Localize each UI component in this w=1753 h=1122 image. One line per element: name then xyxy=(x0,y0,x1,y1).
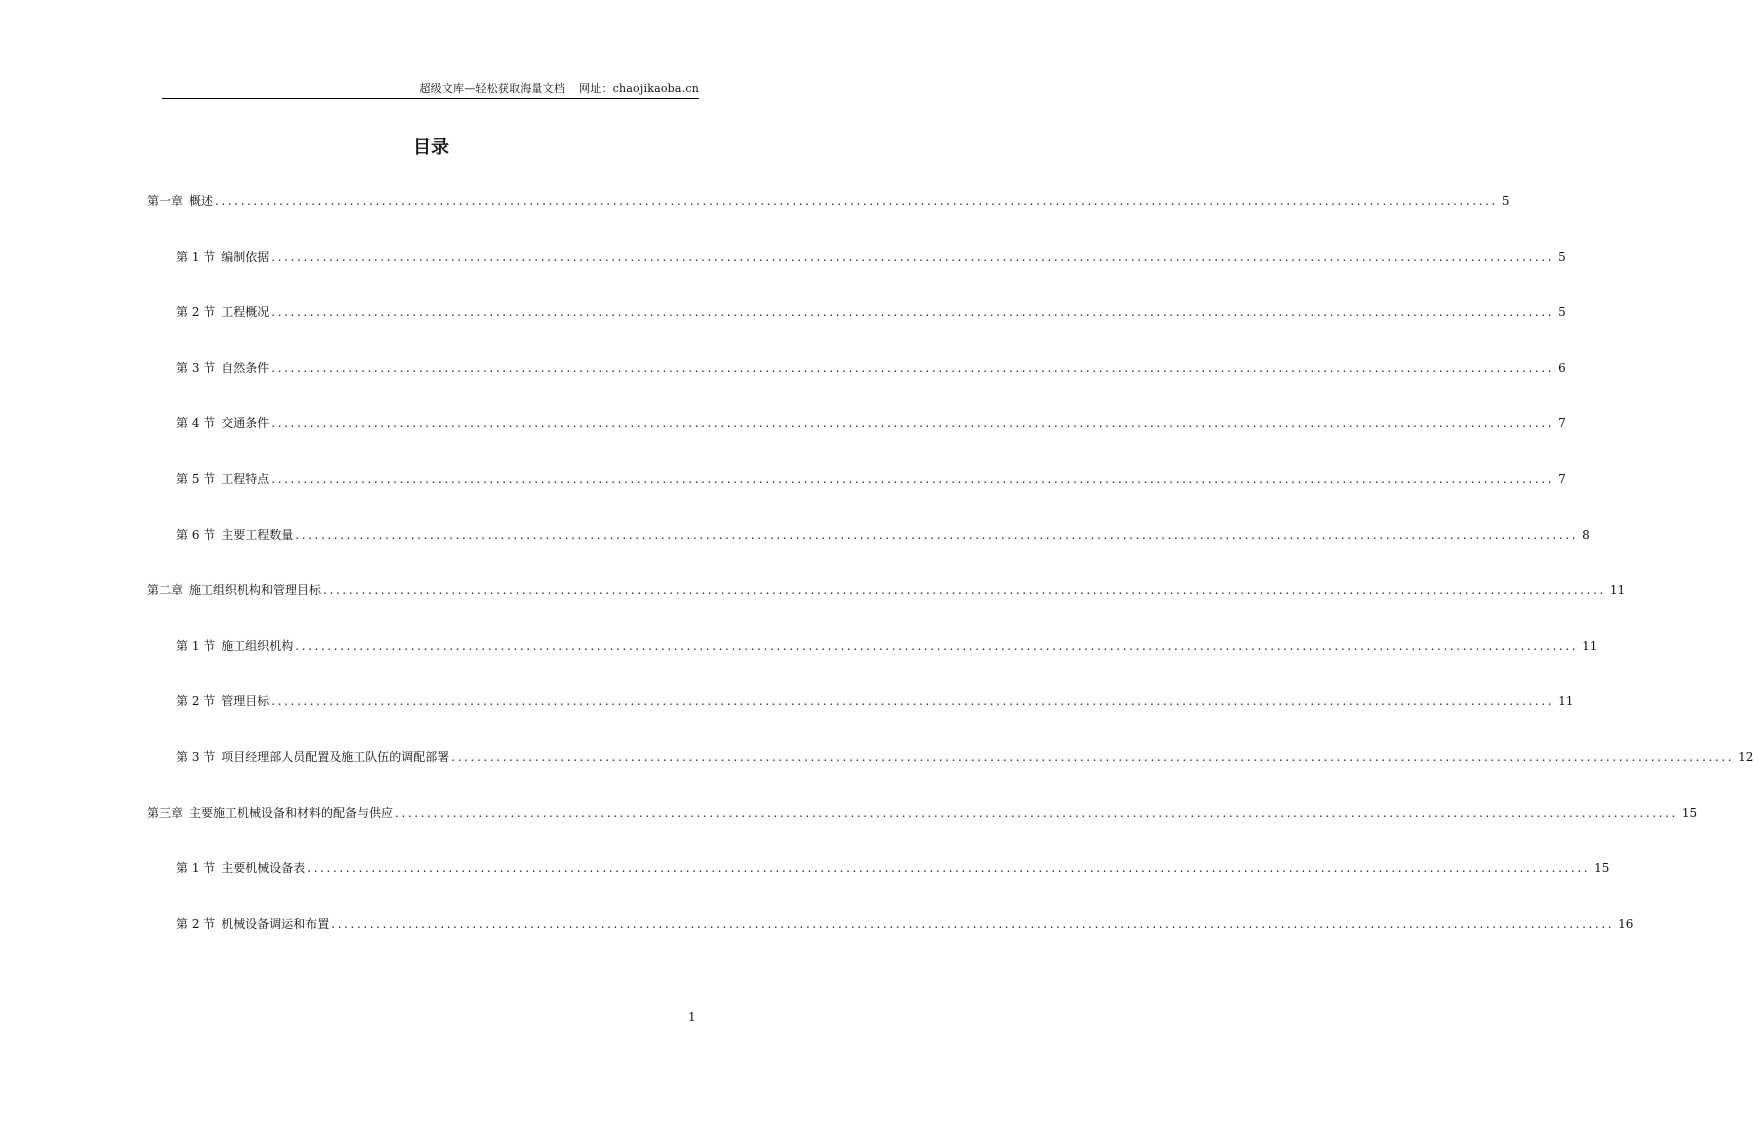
toc-entry-number: 第 2 节 xyxy=(176,305,216,319)
toc-entry-page: 15 xyxy=(1594,861,1610,875)
toc-section-entry[interactable] xyxy=(176,304,1566,320)
toc-entry-label xyxy=(176,693,269,709)
toc-entry-number: 第一章 xyxy=(147,194,184,208)
toc-dot-leader: ........................................................................................................................................................................................................ xyxy=(271,694,1555,708)
toc-entry-page: 7 xyxy=(1558,472,1566,486)
header-site-url: 网址：chaojikaoba.cn xyxy=(579,82,699,95)
toc-entry-number: 第 6 节 xyxy=(176,528,216,542)
toc-entry-text: 工程特点 xyxy=(221,472,270,486)
toc-entry-text: 主要施工机械设备和材料的配备与供应 xyxy=(189,806,394,820)
toc-entry-text: 机械设备调运和布置 xyxy=(221,917,330,931)
toc-entry-text: 交通条件 xyxy=(221,416,270,430)
toc-dot-leader: ........................................................................................................................................................................................................ xyxy=(295,639,1579,653)
toc-entry-text: 概述 xyxy=(189,194,214,208)
toc-entry-label xyxy=(147,193,213,209)
toc-dot-leader: ........................................................................................................................................................................................................ xyxy=(323,583,1606,597)
toc-section-entry[interactable] xyxy=(176,638,1598,654)
toc-entry-number: 第 5 节 xyxy=(176,472,216,486)
toc-entry-label xyxy=(176,638,293,654)
toc-dot-leader: ........................................................................................................................................................................................................ xyxy=(331,917,1615,931)
toc-section-entry[interactable] xyxy=(176,471,1566,487)
toc-entry-page: 8 xyxy=(1582,528,1590,542)
toc-chapter-entry[interactable] xyxy=(147,193,1510,209)
toc-entry-page: 7 xyxy=(1558,416,1566,430)
toc-section-entry[interactable] xyxy=(176,916,1634,932)
toc-entry-label xyxy=(176,916,329,932)
toc-entry-label xyxy=(147,805,393,821)
toc-entry-label xyxy=(176,304,269,320)
toc-dot-leader: ........................................................................................................................................................................................................ xyxy=(271,250,1555,264)
toc-chapter-entry[interactable] xyxy=(147,582,1626,598)
toc-section-entry[interactable] xyxy=(176,860,1610,876)
toc-entry-number: 第 1 节 xyxy=(176,861,216,875)
toc-section-entry[interactable] xyxy=(176,749,1753,765)
toc-entry-number: 第 3 节 xyxy=(176,361,216,375)
toc-entry-label xyxy=(147,582,321,598)
toc-dot-leader: ........................................................................................................................................................................................................ xyxy=(215,194,1498,208)
toc-entry-text: 自然条件 xyxy=(221,361,270,375)
toc-title: 目录 xyxy=(413,137,449,158)
toc-dot-leader: ........................................................................................................................................................................................................ xyxy=(395,806,1678,820)
toc-dot-leader: ........................................................................................................................................................................................................ xyxy=(271,416,1555,430)
toc-entry-label xyxy=(176,360,269,376)
toc-entry-label xyxy=(176,249,269,265)
toc-dot-leader: ........................................................................................................................................................................................................ xyxy=(307,861,1591,875)
toc-dot-leader: ........................................................................................................................................................................................................ xyxy=(295,528,1579,542)
toc-section-entry[interactable] xyxy=(176,415,1566,431)
toc-entry-number: 第 1 节 xyxy=(176,639,216,653)
toc-dot-leader: ........................................................................................................................................................................................................ xyxy=(271,305,1555,319)
toc-entry-number: 第 1 节 xyxy=(176,250,216,264)
toc-entry-text: 施工组织机构和管理目标 xyxy=(189,583,322,597)
page-number: 1 xyxy=(688,1010,696,1024)
toc-entry-page: 5 xyxy=(1501,194,1510,208)
toc-entry-number: 第 2 节 xyxy=(176,694,216,708)
toc-entry-label xyxy=(176,749,449,765)
header-site-slogan: 超级文库—轻松获取海量文档 xyxy=(419,82,566,95)
toc-entry-text: 主要机械设备表 xyxy=(221,861,306,875)
toc-entry-page: 11 xyxy=(1582,639,1598,653)
toc-entry-text: 施工组织机构 xyxy=(221,639,294,653)
toc-dot-leader: ........................................................................................................................................................................................................ xyxy=(451,750,1735,764)
toc-chapter-entry[interactable] xyxy=(147,805,1698,821)
header-text xyxy=(419,80,699,96)
toc-entry-text: 管理目标 xyxy=(221,694,270,708)
toc-entry-page: 5 xyxy=(1558,250,1566,264)
toc-entry-number: 第三章 xyxy=(147,806,184,820)
toc-entry-number: 第 4 节 xyxy=(176,416,216,430)
toc-entry-number: 第 2 节 xyxy=(176,917,216,931)
toc-section-entry[interactable] xyxy=(176,693,1574,709)
toc-entry-page: 6 xyxy=(1558,361,1566,375)
toc-entry-text: 项目经理部人员配置及施工队伍的调配部署 xyxy=(221,750,450,764)
toc-entry-label xyxy=(176,415,269,431)
toc-entry-page: 11 xyxy=(1609,583,1626,597)
toc-section-entry[interactable] xyxy=(176,360,1566,376)
toc-entry-number: 第 3 节 xyxy=(176,750,216,764)
toc-entry-number: 第二章 xyxy=(147,583,184,597)
toc-dot-leader: ........................................................................................................................................................................................................ xyxy=(271,361,1555,375)
toc-section-entry[interactable] xyxy=(176,527,1590,543)
toc-entry-label xyxy=(176,860,305,876)
toc-entry-page: 15 xyxy=(1681,806,1698,820)
toc-entry-page: 11 xyxy=(1558,694,1574,708)
page-header xyxy=(162,78,699,99)
toc-entry-text: 编制依据 xyxy=(221,250,270,264)
toc-entry-page: 16 xyxy=(1618,917,1634,931)
toc-entry-page: 12 xyxy=(1738,750,1753,764)
toc-entry-label xyxy=(176,471,269,487)
toc-entry-text: 主要工程数量 xyxy=(221,528,294,542)
toc-entry-label xyxy=(176,527,293,543)
toc-entry-text: 工程概况 xyxy=(221,305,270,319)
toc-dot-leader: ........................................................................................................................................................................................................ xyxy=(271,472,1555,486)
toc-entry-page: 5 xyxy=(1558,305,1566,319)
toc-section-entry[interactable] xyxy=(176,249,1566,265)
